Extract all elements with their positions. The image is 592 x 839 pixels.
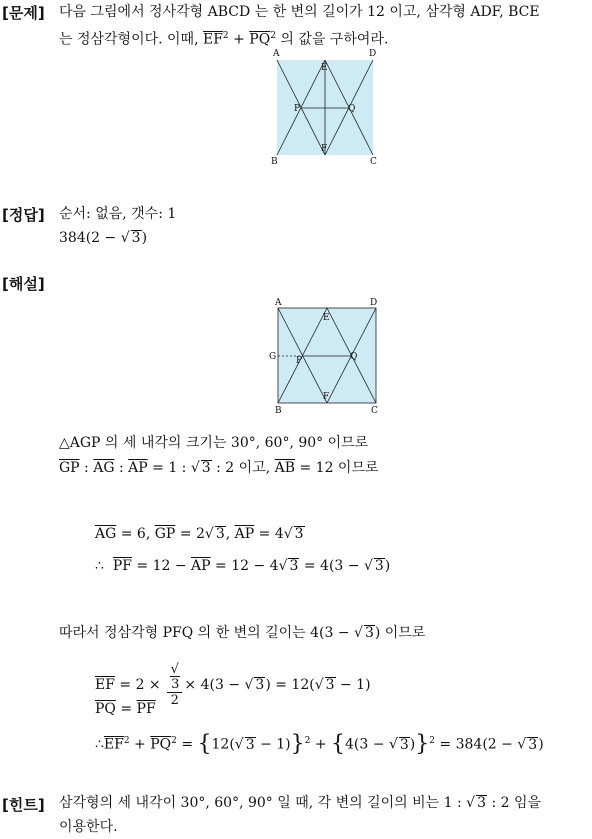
answer-line2: 384(2 − √ 3) [59, 230, 148, 246]
solution-step8: $\therefore\overline{EF}^2 + \overline{PQ}^2 = \{12(√$ 3 − 1)}$^2$ + {4(3 − √ 3)}$^2$ = 384(2 − √ 3) [95, 731, 544, 757]
label-P: P [294, 104, 301, 114]
label-D: D [370, 298, 378, 308]
solution-step2: $\overline{GP}$ : $\overline{AG}$ : $\overline{AP} = 1$ : √ 3 : 2 이고, $\overline{AB} = 12$ 이므로 [59, 460, 379, 476]
label-E: E [323, 313, 330, 323]
label-B: B [275, 406, 282, 416]
solution-step3: $\overline{AG} = 6$, $\overline{GP} = 2√$ 3, $\overline{AP} = 4√$ 3 [95, 526, 304, 542]
hint-tag: [힌트] [2, 796, 45, 814]
solution-step1: △AGP 의 세 내각의 크기는 30°, 60°, 90° 이므로 [59, 435, 369, 451]
label-Q: Q [348, 104, 356, 114]
label-C: C [370, 157, 377, 167]
solution-step5: 따라서 정삼각형 PFQ 의 한 변의 길이는 4(3 − √ 3) 이므로 [59, 625, 426, 641]
figure-solution [266, 296, 384, 416]
solution-step6: $\overline{EF} = 2$ × √ 3 2 × 4(3 − √ 3) = 12(√ 3 − 1) [95, 662, 371, 708]
solution-tag: [해설] [2, 275, 45, 293]
problem-line2: 는 정삼각형이다. 이때, $\overline{EF}^2 + \overline{PQ}^2$ 의 값을 구하여라. [59, 31, 389, 48]
problem-tag: [문제] [2, 4, 45, 22]
label-G: G [269, 352, 277, 362]
hint-line1: 삼각형의 세 내각이 30°, 60°, 90° 일 때, 각 변의 길이의 비는 1 : √ 3 : 2 임을 [59, 795, 542, 811]
answer-tag: [정답] [2, 206, 45, 224]
solution-step4: ∴ $\overline{PF} = 12 - \overline{AP} = 12 - 4√$ 3 = 4(3 − √ 3) [95, 558, 391, 574]
label-E: E [321, 63, 328, 73]
label-F: F [321, 144, 328, 154]
label-C: C [371, 406, 378, 416]
label-B: B [271, 157, 278, 167]
answer-line1: 순서: 없음, 갯수: 1 [59, 206, 177, 222]
label-D: D [369, 49, 377, 59]
solution-step7: $\overline{PQ} = \overline{PF}$ [95, 701, 156, 717]
label-Q: Q [350, 352, 358, 362]
problem-line1: 다음 그림에서 정사각형 ABCD 는 한 변의 길이가 12 이고, 삼각형 ADF, BCE [59, 4, 540, 20]
hint-line2: 이용한다. [59, 819, 118, 835]
label-F: F [323, 392, 330, 402]
label-P: P [296, 356, 303, 366]
label-A: A [275, 298, 282, 308]
figure-square-abcd [268, 46, 383, 168]
label-A: A [273, 49, 280, 59]
